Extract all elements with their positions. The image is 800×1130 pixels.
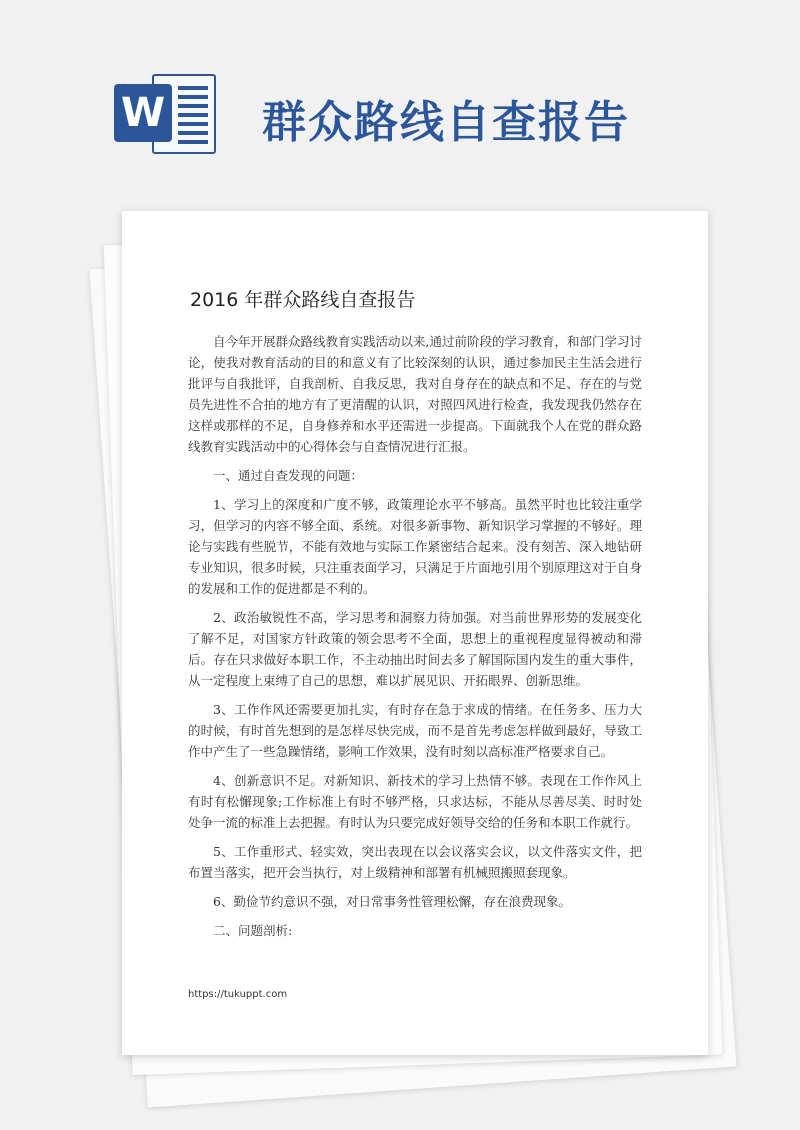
banner-title: 群众路线自查报告 xyxy=(262,97,630,148)
footer-url[interactable]: https://tukuppt.com xyxy=(188,989,288,1000)
word-document-icon xyxy=(114,70,218,158)
paragraph-item-5: 5、工作重形式、轻实效，突出表现在以会议落实会议，以文件落实文件，把布置当落实，把开会当执行，对上级精神和部署有机械照搬照套现象。 xyxy=(188,844,642,880)
section-heading-problems: 一、通过自查发现的问题： xyxy=(213,468,364,483)
banner xyxy=(0,0,800,200)
word-logo-letter: W xyxy=(114,84,172,142)
document-body xyxy=(188,331,642,949)
paragraph-item-2: 2、政治敏锐性不高，学习思考和洞察力待加强。对当前世界形势的发展变化了解不足，对国家方针政策的领会思考不全面，思想上的重视程度显得被动和滞后。存在只求做好本职工作，不主动抽出时间去多了解国际国内发生的重大事件，从一定程度上束缚了自己的思想，难以扩展见识、开拓眼界、创新思维。 xyxy=(188,610,642,688)
paragraph-item-1: 1、学习上的深度和广度不够，政策理论水平不够高。虽然平时也比较注重学习，但学习的内容不够全面、系统。对很多新事物、新知识学习掌握的不够好。理论与实践有些脱节，不能有效地与实际工作紧密结合起来。没有刻苦、深入地钻研专业知识，很多时候，只注重表面学习，只满足于片面地引用个别原理这对于自身的发展和工作的促进都是不利的。 xyxy=(188,497,642,596)
section-heading-analysis: 二、问题剖析: xyxy=(213,923,293,938)
paragraph-item-3: 3、工作作风还需要更加扎实，有时存在急于求成的情绪。在任务多、压力大的时候，有时首先想到的是怎样尽快完成，而不是首先考虑怎样做到最好，导致工作中产生了一些急躁情绪，影响工作效果，没有时刻以高标准严格要求自己。 xyxy=(188,702,642,759)
paragraph-item-4: 4、创新意识不足。对新知识、新技术的学习上热情不够。表现在工作作风上有时有松懈现象;工作标准上有时不够严格，只求达标，不能从尽善尽美、时时处处争一流的标准上去把握。有时认为只要完成好领导交给的任务和本职工作就行。 xyxy=(188,773,642,830)
document-title: 2016 年群众路线自查报告 xyxy=(190,289,416,311)
document-page xyxy=(122,211,708,1055)
paragraph-item-6: 6、勤俭节约意识不强，对日常事务性管理松懈，存在浪费现象。 xyxy=(213,894,571,909)
paragraph-intro: 自今年开展群众路线教育实践活动以来,通过前阶段的学习教育，和部门学习讨论，使我对教育活动的目的和意义有了比较深刻的认识，通过参加民主生活会进行批评与自我批评，自我剖析、自我反思，我对自身存在的缺点和不足、存在的与党员先进性不合拍的地方有了更清醒的认识，对照四风进行检查，我发现我仍然存在这样或那样的不足，自身修养和水平还需进一步提高。下面就我个人在党的群众路线教育实践活动中的心得体会与自查情况进行汇报。 xyxy=(188,334,642,454)
